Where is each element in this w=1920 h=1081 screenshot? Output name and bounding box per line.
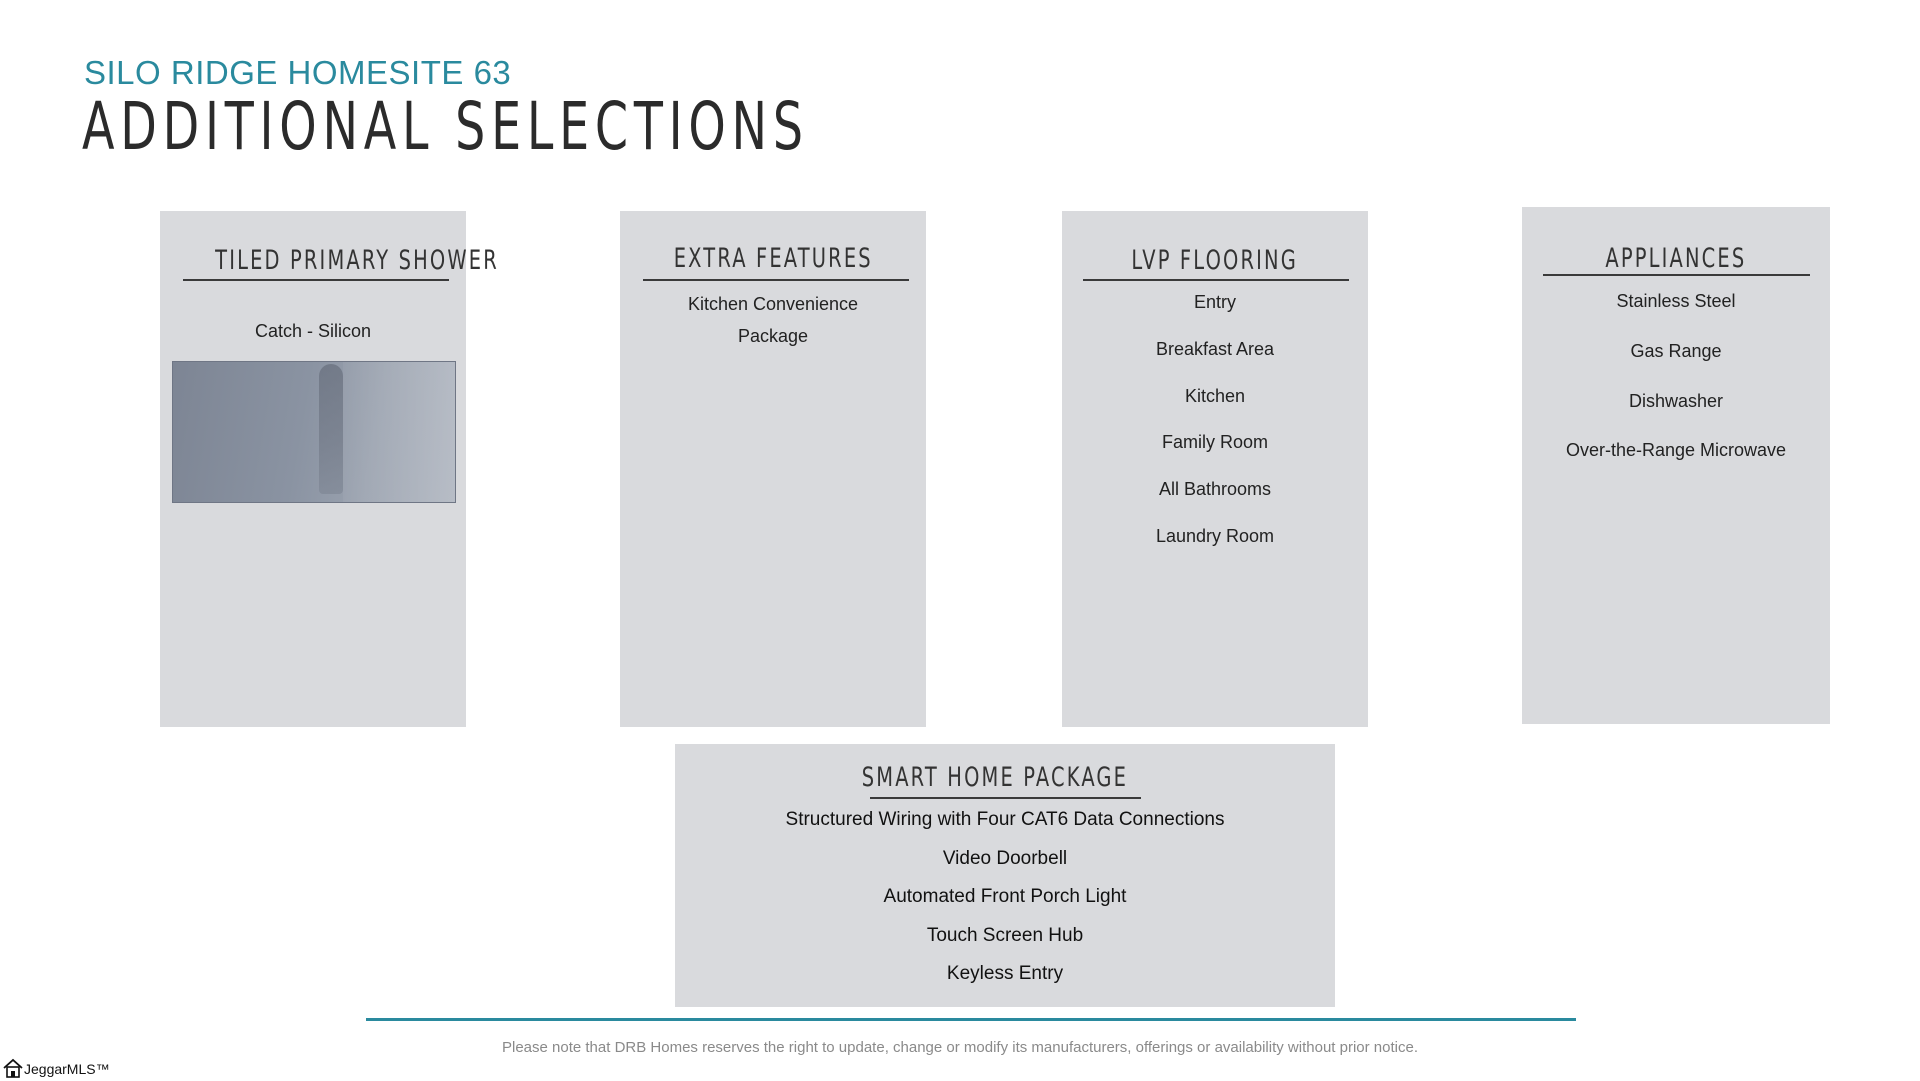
heading-rule [643,279,909,281]
page-title: ADDITIONAL SELECTIONS [82,88,809,165]
flooring-item: Entry [1193,292,1236,312]
heading-rule [1543,274,1810,276]
footer-rule [366,1018,1576,1021]
photo-glare [343,362,455,502]
smart-home-item: Touch Screen Hub [926,925,1084,946]
appliance-item: Over-the-Range Microwave [1565,440,1787,460]
shower-tile-photo [172,361,456,503]
panel-heading: SMART HOME PACKAGE [861,762,1129,793]
smart-home-item: Video Doorbell [942,848,1068,869]
panel-appliances [1522,207,1830,724]
panel-extra-features [620,211,926,727]
panel-heading: EXTRA FEATURES [673,243,873,274]
appliance-item: Dishwasher [1628,391,1724,411]
photo-figure [319,364,343,494]
smart-home-item: Structured Wiring with Four CAT6 Data Connections [785,809,1225,830]
shower-item: Catch - Silicon [254,321,372,341]
flooring-item: Kitchen [1184,386,1246,406]
extra-feature-item: Kitchen Convenience [687,294,859,314]
panel-tiled-primary-shower [160,211,499,727]
extra-feature-item: Package [737,326,809,346]
panel-heading: APPLIANCES [1605,243,1747,274]
heading-rule [870,797,1141,799]
appliance-item: Stainless Steel [1616,291,1736,311]
smart-home-item: Keyless Entry [946,963,1064,984]
smart-home-item: Automated Front Porch Light [883,886,1127,907]
heading-rule [1083,279,1349,281]
panel-heading: LVP FLOORING [1131,245,1299,276]
panel-smart-home-package [675,744,1335,1007]
mls-logo [2,1058,110,1080]
heading-rule [183,279,449,281]
header-subtitle: SILO RIDGE HOMESITE 63 [84,54,512,91]
flooring-item: Family Room [1161,432,1268,452]
flooring-item: Laundry Room [1155,526,1275,546]
house-icon [2,1058,24,1081]
disclaimer: Please note that DRB Homes reserves the right to update, change or modify its manufacturers, offerings or availability without prior notice. [501,1039,1418,1056]
appliance-item: Gas Range [1630,341,1722,361]
flooring-item: Breakfast Area [1155,339,1275,359]
flooring-item: All Bathrooms [1158,479,1272,499]
panel-heading: TILED PRIMARY SHOWER [215,245,499,276]
panel-lvp-flooring [1062,211,1368,727]
logo-text: JeggarMLS™ [24,1061,110,1077]
